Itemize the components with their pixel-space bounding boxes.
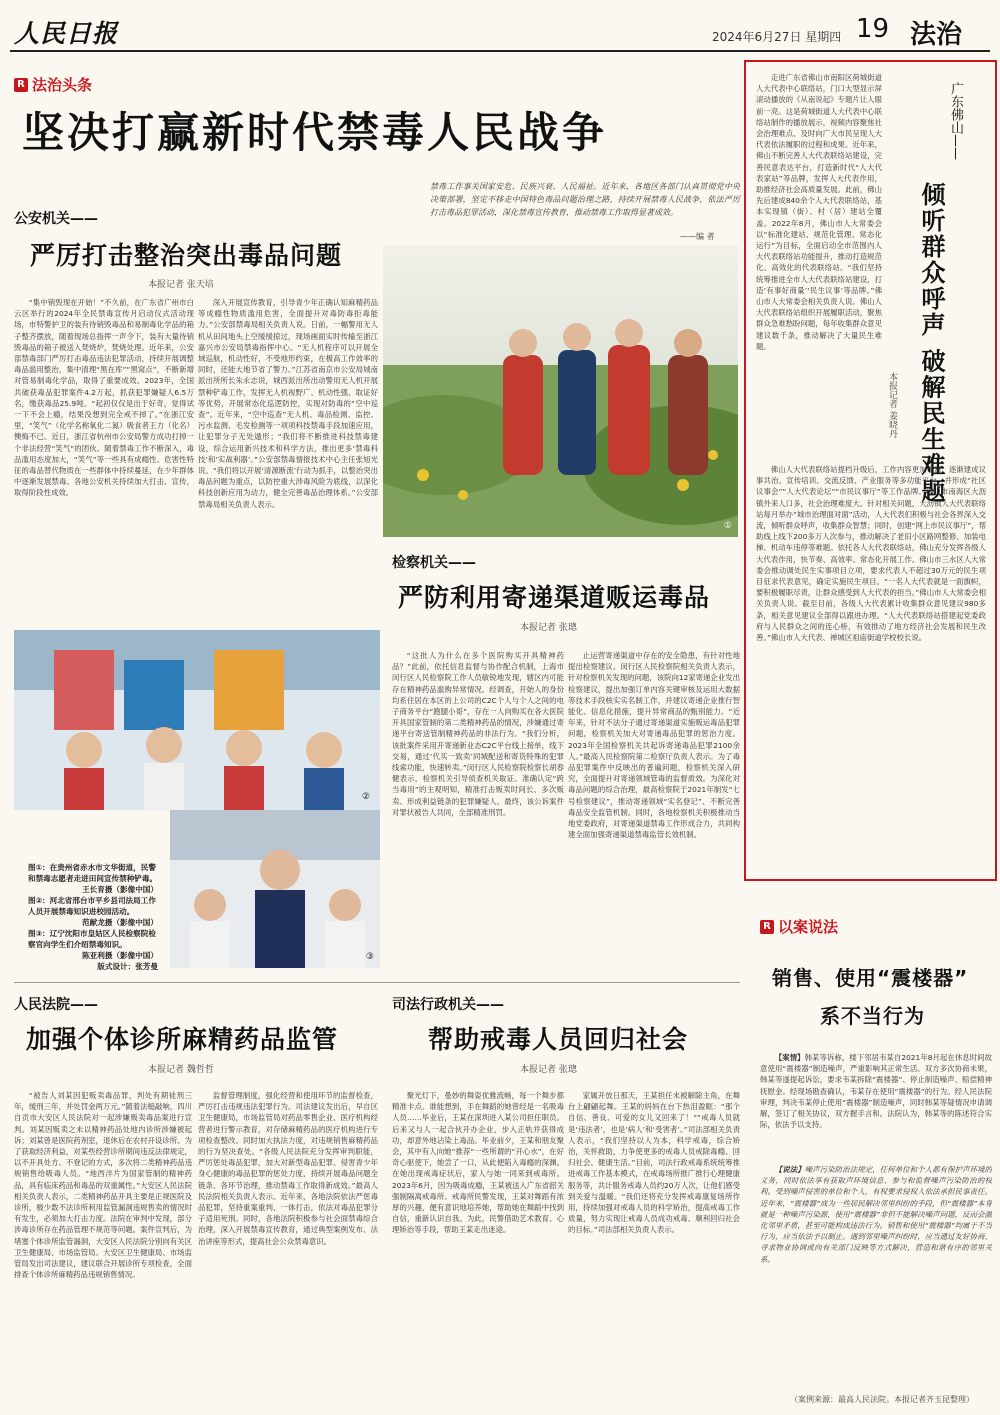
photo-3 xyxy=(170,810,380,968)
section-name: 法治 xyxy=(910,20,963,50)
photo-1 xyxy=(383,245,738,537)
sidebar-paragraph-2: 佛山人大代表联络站提档升级后，工作内容更加丰富，逐渐建成议事共治、宣传培训、交流反馈、产业服务等多功能平台，并形成“社区议事会”“人大代表论坛”“市民议事厅”等工作品牌。佛山市南海区大沥镇外来人口多，社会治理难度大。针对相关问题，大沥镇人大代表联络站每月举办“城市治理面对面”活动，人大代表们积极与社会各界深入交流，倾听群众呼声，收集群众智慧；同时，创建“网上市民议事厅”，帮助线上线下200多万人次参与，推动解决了老旧小区路网整修、加装电梯、机动车违停等难题。依托各人大代表联络站，佛山充分发挥各级人大代表作用，快节奏、高效率、常态化开展工作。佛山市三水区人大常委会推动调处民生实事项目立项，要求代表人不超过30万元的民生项目征求代表意见，确定实施民生项目。“一名人大代表就是一面旗帜，要积极履职尽责，让群众感受到人大代表的担当。”佛山市人大常委会相关负责人说。截至目前，各级人大代表累计收集群众意见建议980多条，相关意见建议全部得以跟进办理。“人大代表联络站搭建起党委政府与人民群众之间的连心桥，有效推动了地方经济社会发展和民生改善。”佛山市人大代表、禅城区祖庙街道学校校长说。 xyxy=(756,465,986,643)
procuratorate-headline: 严防利用寄递渠道贩运毒品 xyxy=(398,583,711,612)
editor-sign: ——编 者 xyxy=(680,232,715,241)
justice-body-col1 xyxy=(392,1090,564,1406)
case-law-kicker-label: 以案说法 xyxy=(778,918,839,936)
masthead-rule xyxy=(10,50,990,52)
case-text: 韩某等诉称，楼下邻居韦某自2021年8月起在休息时间故意使用“震楼器”制造噪声，严重影响其正常生活。双方多次协商未果，韩某等遂提起诉讼，要求韦某拆除“震楼器”、停止制造噪声、赔偿精神抚慰金。经现场勘查确认，韦某存在使用“震楼器”的行为。经人民法院审理，判决韦某停止使用“震楼器”制造噪声，同时韩某等疑情况申请调解，签订了相关协议，双方握手言和。法院认为，韩某等的陈述符合实际，依法予以支持。 xyxy=(760,1053,992,1130)
case-law-title-line1: 销售、使用“震楼器” xyxy=(772,966,969,990)
layout-editor: 版式设计：张芳曼 xyxy=(97,962,158,971)
court-body-col1 xyxy=(14,1090,192,1406)
procuratorate-paragraph-1: “这批人为什么在多个医院购买开具精神药品？”此前，依托信息监督与协作配合机制，上海市闵行区人民检察院工作人员敏锐地发现，辖区内可能存在精神药品滥购异常情况。经调查，开始人的身份均系住居在本区的上公司的C2C个人与个人之间的电子商务平台“跑腿小哥”，存在一人向购买在各大医院开具国家管制的第二类精神药品的情况，涉嫌通过寄递平台寄送管制精神药品的非法行为。“我们分析，该批案件采用开寄递新业态C2C平台线上接单，线下交易，通过‘代买一致卖’同城配送和寄货特殊的犯罪线索功能，快速转卖。”闵行区人民检察院检察长胡春健表示，检察机关引导侦查机关取证、准确认定“跨当毒用”的主观明知，精准打击贩卖时间长、多次贩卖、形成利益链条的犯罪嫌疑人。最终，该公诉案件对罪状被告人共同，全部精准刑罚。 xyxy=(392,651,564,817)
case-law-source: （案例来源：最高人民法院。本报记者齐玉昆整理） xyxy=(790,1395,974,1404)
photo-captions xyxy=(28,862,158,972)
police-body-col2 xyxy=(198,297,378,602)
sidebar-body-col1 xyxy=(756,72,882,458)
r-badge-icon: R xyxy=(14,78,28,92)
sidebar-paragraph-1: 走进广东省佛山市南阳区荷城街道人大代表中心联络站，门口大型显示屏滚动播放的《从南说起》专题片让人眼前一亮。这是荷城街道人大代表中心联络站制作的播放展示，视频内容聚焦社会治理难点、及时向广大市民呈现人大代表依法履职的过程和成果。近年来，佛山不断完善人大代表联络站建设，完善民意表达平台，打造新时代“人大代表家站”等品牌，发挥人大代表作用，助推经济社会高质量发展。此前，佛山先后建成840余个人大代表联络站，基本实现镇（街）、村（居）建站全覆盖。2022年8月，佛山市人大常委会以“标准化建站、规范化管理、常态化运行”为目标，全面启动全市范围内人大代表联络站功能提升，推动打造规范化、高效化的代表联络站。“我们坚持统筹推进全市人大代表联络站建设，打造‘有事好商量’‘民生议事’等品牌。”佛山市人大常委会相关负责人说。佛山人大代表联络站组织开展履职活动，聚焦群众急难愁盼问题，每年收集群众意见建议数千条，推动解决了大量民生难题。 xyxy=(756,73,882,351)
procuratorate-paragraph-2: 止运营寄递渠道中存在的安全隐患，有针对性地提出检察建议。闵行区人民检察院相关负责人表示，针对检察机关发现的问题，该院向12家寄递企业发出检察建议，提出加强订单内容关键审核及运用大数据等技术手段核实实名制工作，并建议寄递企业推行智能化、信息化措施，提升异常商品的甄别能力。“近年来，针对不法分子通过寄递渠道实施贩运毒品犯罪问题，检察机关加大对寄递毒品犯罪的惩治力度。2023年全国检察机关共起诉寄递毒品犯罪2100余人。”最高人民检察院第二检察厅负责人表示。为了毒品犯罪案件中反映出的普遍问题，检察机关深入研究，全面提升对寄递领域管毒的监督质效。为深化对毒品问题的综合治理，最高检察院于2021年制发“七号检察建议”，推动寄递领域“实名登记”、不断完善毒品安全监管机制。同时，各地检察机关积极推动当地党委政府，对寄递渠道禁毒工作形成合力，共同构建全面加强寄递渠道禁毒监管长效机制。 xyxy=(568,651,740,840)
section-divider xyxy=(14,982,740,983)
issue-date: 2024年6月27日 星期四 xyxy=(712,30,842,44)
masthead-logo: 人民日报 xyxy=(14,19,119,48)
justice-section-label: 司法行政机关—— xyxy=(392,997,504,1013)
case-law-title-line2: 系不当行为 xyxy=(820,1004,925,1028)
kicker-label: 法治头条 xyxy=(32,76,93,94)
sidebar-location: 广东佛山—— xyxy=(948,82,963,160)
caption-3: 图③：辽宁沈阳市皇姑区人民检察院检察官向学生们介绍禁毒知识。 xyxy=(28,929,156,949)
police-paragraph-1: “集中销毁现在开始！”不久前，在广东省广州市白云区举行的2024年全民禁毒宣传月启动仪式活动现场，市特警护卫的装有待销毁毒品和易制毒化学品的箱子整齐摆放，随着现场总指挥一声令下，装有大量待销毁毒品的箱子被送入焚烧炉，焚烧处理。近年来，公安部禁毒部门严厉打击毒品违法犯罪活动，持续开展调整毒品滥用整治，集中清理“黑在库”“黑窝点”，不断新增对管易制毒化学品，取得了重要成效。2023年，全国共破获毒品犯罪案件4.2万起，抓获犯罪嫌疑人6.5万名，缴获毒品25.9吨。“起初仅仅是出于好奇，觉得试一下不会上瘾，结果没想到完全戒不掉了。”在浙江安里，“笑气”（化学名称氧化二氮）吸食者王力（化名）懊悔不已。近日，浙江省杭州市公安局警方成功打掉一个非法经营“笑气”的团伙。随着禁毒工作不断深入，毒品滥用态度加大，“笑气”等一些具有成瘾性、危害性特征的毒品替代物质在一些群体中持续蔓延，在少年群体中逐渐发展禁毒。各地公安机关持续加大打击、宣传，取得阶段性成效。 xyxy=(14,298,194,498)
police-byline: 本报记者 张天培 xyxy=(148,280,214,290)
sidebar-body-col2 xyxy=(756,464,986,872)
court-paragraph-2: 监督管理制度，强化经营和使用环节的监督检查，严厉打击违规违法犯罪行为。司法建议发出后，早自区卫生健康局，市场监管局对药品零售企业、医疗机构经营者进行警示教育，对存储麻精药品的医疗机构进行专项检查整改。同时加大执法力度，对违规销售麻精药品的行为坚决查处。“各级人民法院充分发挥审判职能，严厉惩处毒品犯罪，加大对新型毒品犯罪、侵害青少年身心健康的毒品犯罪的惩处力度，持续开展毒品问题全链条、各环节治理，推动禁毒工作取得新成效。”最高人民法院相关负责人表示。近年来，各地法院依法严惩毒品犯罪，坚持重案重判、一体打击，依法对毒品犯罪分子适用死刑。同时，各地法院积极参与社会面禁毒综合治理，深入开展禁毒宣传教育，通过典型案例发布、法治讲座等形式，提高社会公众禁毒意识。 xyxy=(198,1091,378,1246)
photo-1-number: ① xyxy=(723,521,732,531)
police-paragraph-2: 深入开展宣传教育，引导青少年正确认知麻精药品等成瘾性物质滥用危害，全面提升对毒防毒拒毒能力。”公安部禁毒局相关负责人说。日前，一幅警用无人机从田间地头上空缓缓掠过，现场画面实时传输至浙江嘉兴市公安局禁毒指挥中心。“无人机程序可以开展全域巡航，机动性好，不受地形约束，在极高工作效率的同时，还能大地节省了警力。”江苏省南京市公安局城南派出所所长朱永志说，城西派出所出动警用无人机开展禁种铲毒工作，发挥无人机视野广、机动性强、取证好等优势，开展常态化巡逻防控，实现对防毒的“空中巡查”。近年来，“空中巡查”无人机、毒品检测、监控、污水监测、毛发检测等一项项科技禁毒手段加速应用，让犯罪分子无处遁形；“我们将不断推进科技禁毒建设，综合运用新兴技术和科学方法，推出更多‘禁毒科技’和‘实战利器’。”公安部禁毒情报技术中心主任张旭光说。“我们将以开展‘清源断流’行动为抓手，以整治突出毒品问题为重点，以防控重大涉毒风险为底线，以深化科技创新应用为动力，健全完善毒品治理体系。”公安部禁毒局相关负责人表示。 xyxy=(198,298,378,509)
police-section-label: 公安机关—— xyxy=(14,211,98,227)
caption-1-credit: 王长育摄（影像中国） xyxy=(82,885,158,894)
caption-2: 图②：河北省邢台市平乡县司法局工作人员开展禁毒知识进校园活动。 xyxy=(28,896,156,916)
case-law-kicker xyxy=(760,916,838,937)
court-byline: 本报记者 魏哲哲 xyxy=(148,1065,214,1075)
justice-byline: 本报记者 张璁 xyxy=(520,1065,577,1075)
editor-note: 禁毒工作事关国家安危、民族兴衰、人民福祉。近年来，各地区各部门认真贯彻党中央决策部署，坚定不移走中国特色毒品问题治理之路，持续开展禁毒人民战争，依法严厉打击毒品犯罪活动，深化禁毒宣传教育，推动禁毒工作取得显著成效。 xyxy=(430,182,740,217)
r-badge-icon: R xyxy=(760,920,774,934)
court-headline: 加强个体诊所麻精药品监管 xyxy=(26,1025,339,1054)
photo-2-image xyxy=(14,630,380,810)
court-section-label: 人民法院—— xyxy=(14,997,98,1013)
police-headline: 严厉打击整治突出毒品问题 xyxy=(30,241,343,270)
photo-1-image xyxy=(383,245,738,537)
sidebar-byline: 本报记者 姜晓丹 xyxy=(887,372,897,438)
procuratorate-byline: 本报记者 张璁 xyxy=(520,623,577,633)
sidebar-headline: 倾听群众呼声 破解民生难题 xyxy=(917,182,945,505)
caption-3-credit: 陈亚利摄（影像中国） xyxy=(82,951,158,960)
court-body-col2 xyxy=(198,1090,378,1406)
procuratorate-section-label: 检察机关—— xyxy=(392,555,476,571)
page-number: 19 xyxy=(856,14,890,44)
justice-body-col2 xyxy=(568,1090,740,1406)
justice-headline: 帮助戒毒人员回归社会 xyxy=(428,1025,689,1054)
case-label: 【案情】 xyxy=(774,1053,805,1062)
comment-text: 噪声污染防治法规定，任何单位和个人都有保护声环境的义务，同时依法享有获取声环境信息、参与和监督噪声污染防治的权利。受到噪声侵害的单位和个人，有权要求侵权人依法承担民事责任。近年来，“震楼器”成为一些居民解决邻里纠纷的手段，但“震楼器”本身就是一种噪声污染源，使用“震楼器”非但不能解决噪声问题，反而会激化邻里矛盾，甚至可能构成违法行为。销售和使用“震楼器”均属于不当行为，应当依法予以制止。遇到邻里噪声纠纷时，应当通过友好协商、寻求物业协调或向有关部门反映等方式解决，营造和谐有序的邻里关系。 xyxy=(760,1165,992,1264)
case-law-comment xyxy=(760,1164,992,1386)
procuratorate-body-col2 xyxy=(568,650,740,968)
photo-3-image xyxy=(170,810,380,968)
caption-2-credit: 范献龙摄（影像中国） xyxy=(82,918,158,927)
case-law-case xyxy=(760,1052,992,1160)
main-headline: 坚决打赢新时代禁毒人民战争 xyxy=(22,108,608,157)
justice-paragraph-2: 家属开放日那天，王某担任未被解除主角，在舞台上翩翩起舞。王某的妈妈在台下热泪盈眶：“那个自信、善良、可爱的女儿又回来了！”“戒毒人员就是‘违法者’，也是‘病人’和‘受害者’。”司法部相关负责人表示，“我们坚持以人为本，科学戒毒，综合矫治，关怀救助，力争使更多的戒毒人员戒除毒瘾、回归社会、健康生活。”目前，司法行政戒毒系统统筹推进戒毒工作基本模式，在戒毒场所推广推行心理健康服务等，共计服务戒毒人员约20万人次，让他们感受到关爱与温暖。“我们还将充分发挥戒毒康复场所作用，持续加强对戒毒人员的科学矫治，提高戒毒工作质量，努力实现让戒毒人员成功戒毒、顺利回归社会的目标。”司法部相关负责人表示。 xyxy=(568,1091,740,1235)
procuratorate-body-col1 xyxy=(392,650,564,968)
caption-1: 图①：在贵州省赤水市文华街道，民警和禁毒志愿者走进田间宣传禁种铲毒。 xyxy=(28,863,158,883)
photo-2 xyxy=(14,630,380,810)
photo-3-number: ③ xyxy=(365,952,374,962)
top-story-kicker xyxy=(14,74,92,95)
court-paragraph-1: “被告人刘某因犯贩卖毒品罪，判处有期徒刑三年，缓刑三年，并处罚金两万元。”随着法槌敲响，四川自贡市大安区人民法院对一起涉嫌贩卖毒品案进行宣判。刘某因贩卖之未以精神药品处地内诊所涉嫌被起诉；刘某曾是医院药剂室，退休后在农村开设诊所。为了获取经济利益，对某些经营诊所期间违反法律规定，以不开具处方、不登记的方式，多次将二类精神药品违规销售给吸毒人员。“地西泮片为国家管制的精神药品，具有临床药品和毒品的双重属性。”大安区人民法院相关负责人表示，二类精神药品开具主要是正规医院及诊所，极少数不法诊所利用监管漏洞违规售卖的情况时有发生，必须加大打击力度。法院在审判中发现，部分涉毒诊所存在药品管理不规范等问题。案件宣判后，为堵塞个体诊所监管漏洞，大安区人民法院分别向有关区卫生健康局、市场监管局、大安区卫生健康局、市场监管局发出司法建议，建议联合开展诊所专项检查，全面排查个体诊所麻精药品违规销售情况。 xyxy=(14,1091,192,1280)
justice-paragraph-1: 聚光灯下，曼妙的舞姿优雅流畅，每一个舞步都精准卡点。谁能想到，手在舞蹈的她曾经是一名吸毒人员……毕业后，王某在深圳进入某公司担任职员。后来又与人一起合伙开办企业，步入正轨并获得成功，却意外地沾染上毒品。毕业前夕，王某和朋友聚会，其中有人向她“推荐”一些所谓的“开心水”，在好奇心驱使下，她尝了一口，从此便陷入毒瘾的深渊。在她出现戒毒症状后，家人与她一同来到戒毒所。2023年6月，因为吸毒成瘾，王某被送入广东省韶关强制隔离戒毒所。戒毒所民警发现，王某对舞蹈有浓厚的兴趣，便有意识地培养她，帮助她在舞蹈中找到自信，重新认识自我。为此，民警借助艺术教育、心理矫治等手段，帮助王某走出迷途。 xyxy=(392,1091,564,1235)
comment-label: 【说法】 xyxy=(774,1165,805,1174)
police-body-col1 xyxy=(14,297,194,602)
photo-2-number: ② xyxy=(361,792,370,802)
sidebar-box xyxy=(744,60,997,881)
